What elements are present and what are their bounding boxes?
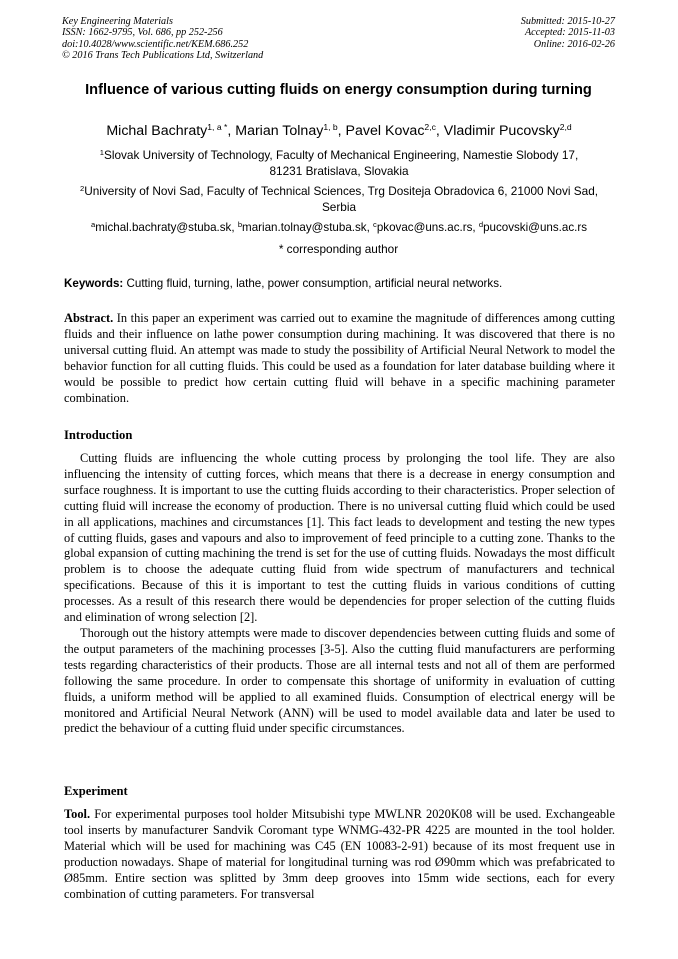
abstract: [64, 311, 615, 406]
author-name: Vladimir Pucovsky: [443, 123, 560, 139]
affiliation-sup: 1: [99, 148, 104, 157]
email-link[interactable]: pkovac@uns.ac.rs: [376, 221, 473, 234]
author-sup: 1, a *: [207, 122, 228, 132]
affiliation-sup: 2: [79, 184, 85, 193]
email-list: $^a$michal.bachraty@stuba.sk, $^b$marian.tolnay@stuba.sk, $^c$pkovac@uns.ac.rs, $^d$pucovski@uns.ac.rs: [90, 220, 587, 234]
email-link[interactable]: marian.tolnay@stuba.sk: [242, 221, 367, 234]
submitted-date: Submitted: 2015-10-27: [520, 16, 615, 27]
keywords: [64, 276, 616, 291]
email-sup: c: [373, 220, 377, 229]
keywords-label: Keywords:: [64, 277, 124, 290]
experiment-body: [64, 807, 615, 902]
author-sup: 2,d: [559, 122, 572, 132]
journal-copyright: © 2016 Trans Tech Publications Ltd, Switzerland: [62, 50, 264, 62]
keywords-text: Cutting fluid, turning, lathe, power consumption, artificial neural networks.: [126, 277, 503, 290]
author-name: Pavel Kovac: [345, 123, 425, 139]
paragraph: Cutting fluids are influencing the whole cutting process by prolonging the tool life. They are also influencing the intensity of cutting forces, which means that there is a decrease in energy consumption and surface roughness. It is important to use the cutting fluids according to their characteristics. Proper selection of cutting fluid will increase the economy of production. There is no universal cutting fluid which could be used in all applications, machines and circumstances [1]. This fact leads to development and testing the new types of cutting fluids, gases and vapours and also to improvement of feed principle to a cutting zone. Thanks to the global expansion of cutting machining the trend is set for the use of cutting fluids. Nowadays the most difficult problem is to choose the adequate cutting fluid from wide spectrum of manufacturers and technical specifications. Because of this it is important to test the cutting fluids in various conditions of cutting processes. As a result of this research there would be dependencies for proper selection of the cutting fluids and elimination of wrong selection [2].: [64, 451, 615, 625]
author-list: Michal Bachraty$^{1, a *}$, Marian Tolnay$^{1, b}$, Pavel Kovac$^{2,c}$, Vladimir Pucovsky$^{2,d}$: [106, 122, 572, 139]
author-sup: 1, b: [323, 122, 338, 132]
introduction-heading: Introduction: [64, 428, 133, 442]
tool-label: Tool.: [64, 807, 91, 821]
affiliation-text: Slovak University of Technology, Faculty of Mechanical Engineering, Namestie Slobody 17, 81231 Bratislava, Slovakia: [103, 148, 579, 178]
abstract-label: Abstract.: [64, 311, 114, 325]
abstract-text: In this paper an experiment was carried out to examine the magnitude of differences among cutting fluids and their influence on lathe power consumption during machining. It was discovered that there is no universal cutting fluid. An attempt was made to study the possibility of Artificial Neural Network to model the behavior function for all cutting fluids. This could be used as a foundation for later database building where it would be possible to predict how certain cutting fluid will behave in a specific machining parameter combination.: [64, 311, 615, 405]
author-sup: 2,c: [424, 122, 436, 132]
email-link[interactable]: michal.bachraty@stuba.sk: [95, 221, 232, 234]
journal-header: [62, 16, 263, 62]
affiliation-2: [70, 184, 608, 215]
online-date: Online: 2016-02-26: [533, 38, 615, 50]
paragraph: Thorough out the history attempts were made to discover dependencies between cutting fluids and some of the output parameters of the machining processes [3-5]. Also the cutting fluid manufacturers are performing tests regarding characteristics of their products. Those are all internal tests and not all of them are performed following the same procedure. In order to compensate this shortage of uniformity in evaluation of cutting fluids, a uniform method will be applied to all examined fluids. Consumption of electrical energy will be monitored and Artificial Neural Network (ANN) will be used to model available data and later be used to predict the behaviour of a cutting fluid under specific circumstances.: [64, 625, 615, 736]
experiment-heading: Experiment: [64, 784, 128, 798]
email-sup: a: [90, 220, 96, 229]
author-name: Marian Tolnay: [235, 123, 324, 139]
journal-issn: ISSN: 1662-9795, Vol. 686, pp 252-256: [62, 27, 223, 39]
email-sup: d: [478, 220, 484, 229]
dates-header: [521, 16, 615, 50]
accepted-date: Accepted: 2015-11-03: [524, 27, 615, 39]
corresponding-note: * corresponding author: [278, 242, 399, 256]
email-sup: b: [237, 220, 243, 229]
introduction-body: [64, 451, 615, 737]
email-link[interactable]: pucovski@uns.ac.rs: [483, 221, 587, 234]
paper-title: Influence of various cutting fluids on energy consumption during turning: [85, 82, 592, 98]
affiliation-text: University of Novi Sad, Faculty of Technical Sciences, Trg Dositeja Obradovica 6, 21000 Novi Sad, Serbia: [84, 184, 599, 214]
author-name: Michal Bachraty: [106, 123, 208, 139]
affiliation-1: [82, 148, 596, 179]
journal-name: Key Engineering Materials: [62, 16, 173, 27]
tool-text: For experimental purposes tool holder Mitsubishi type MWLNR 2020K08 will be used. Exchangeable tool inserts by manufacturer Sandvik Coromant type WNMG-432-PR 4225 are mounted in the tool holder. Material which will be used for machining was C45 (EN 10083-2-91) because of its most frequent use in production nowadays. Shape of material for longitudinal turning was rod Ø90mm which was prefabricated to Ø85mm. Entire section was splitted by 3mm deep grooves into 15mm wide sections, each for every combination of cutting parameters. For transversal: [64, 807, 615, 901]
journal-doi[interactable]: doi:10.4028/www.scientific.net/KEM.686.252: [62, 38, 249, 50]
